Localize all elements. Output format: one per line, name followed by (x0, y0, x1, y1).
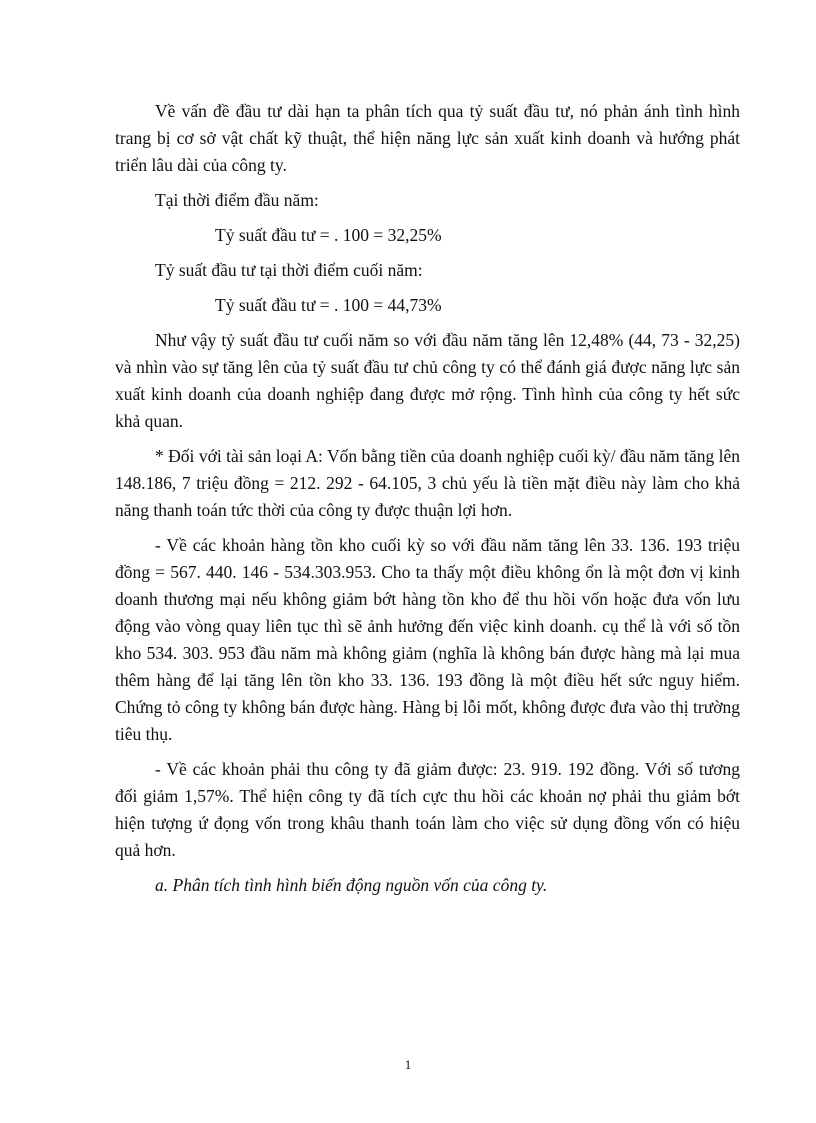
start-of-year-label: Tại thời điểm đầu năm: (155, 190, 319, 210)
asset-type-a-paragraph: * Đối với tài sản loại A: Vốn bằng tiền của doanh nghiệp cuối kỳ/ đầu năm tăng lên 148.186, 7 triệu đồng = 212. 292 - 64.105, 3 chủ yếu là tiền mặt điều này làm cho khả năng thanh toán tức thời của công ty được thuận lợi hơn. (115, 446, 740, 520)
page-number: 1 (404, 1057, 412, 1072)
comparison-paragraph: Như vậy tỷ suất đầu tư cuối năm so với đầu năm tăng lên 12,48% (44, 73 - 32,25) và nhìn vào sự tăng lên của tỷ suất đầu tư chủ công ty có thể đánh giá được năng lực sản xuất kinh doanh của doanh nghiệp đang được mở rộng. Tình hình của công ty hết sức khả quan. (115, 330, 740, 431)
end-of-year-formula: Tỷ suất đầu tư = . 100 = 44,73% (215, 295, 442, 315)
end-of-year-label: Tỷ suất đầu tư tại thời điểm cuối năm: (155, 260, 423, 280)
inventory-paragraph: - Về các khoản hàng tồn kho cuối kỳ so với đầu năm tăng lên 33. 136. 193 triệu đồng = 567. 440. 146 - 534.303.953. Cho ta thấy một điều không ổn là một đơn vị kinh doanh thương mại nếu không giảm bớt hàng tồn kho để thu hồi vốn hoặc đưa vốn lưu động vào vòng quay liên tục thì sẽ ảnh hưởng đến việc kinh doanh. cụ thể là với số tồn kho 534. 303. 953 đầu năm mà không giảm (nghĩa là không bán được hàng mà lại mua thêm hàng để lại tăng lên tồn kho 33. 136. 193 đồng là một điều hết sức nguy hiểm. Chứng tỏ công ty không bán được hàng. Hàng bị lỗi mốt, không được đưa vào thị trường tiêu thụ. (115, 535, 740, 744)
document-body (115, 98, 740, 899)
receivables-paragraph: - Về các khoản phải thu công ty đã giảm được: 23. 919. 192 đồng. Với số tương đối giảm 1,57%. Thể hiện công ty đã tích cực thu hồi các khoản nợ phải thu giảm bớt hiện tượng ứ đọng vốn trong khâu thanh toán làm cho việc sử dụng đồng vốn có hiệu quả hơn. (115, 759, 740, 860)
intro-paragraph: Về vấn đề đầu tư dài hạn ta phân tích qua tỷ suất đầu tư, nó phản ánh tình hình trang bị cơ sở vật chất kỹ thuật, thể hiện năng lực sản xuất kinh doanh và hướng phát triển lâu dài của công ty. (115, 101, 740, 175)
section-heading: a. Phân tích tình hình biến động nguồn vốn của công ty. (155, 875, 548, 895)
start-of-year-formula: Tỷ suất đầu tư = . 100 = 32,25% (215, 225, 442, 245)
